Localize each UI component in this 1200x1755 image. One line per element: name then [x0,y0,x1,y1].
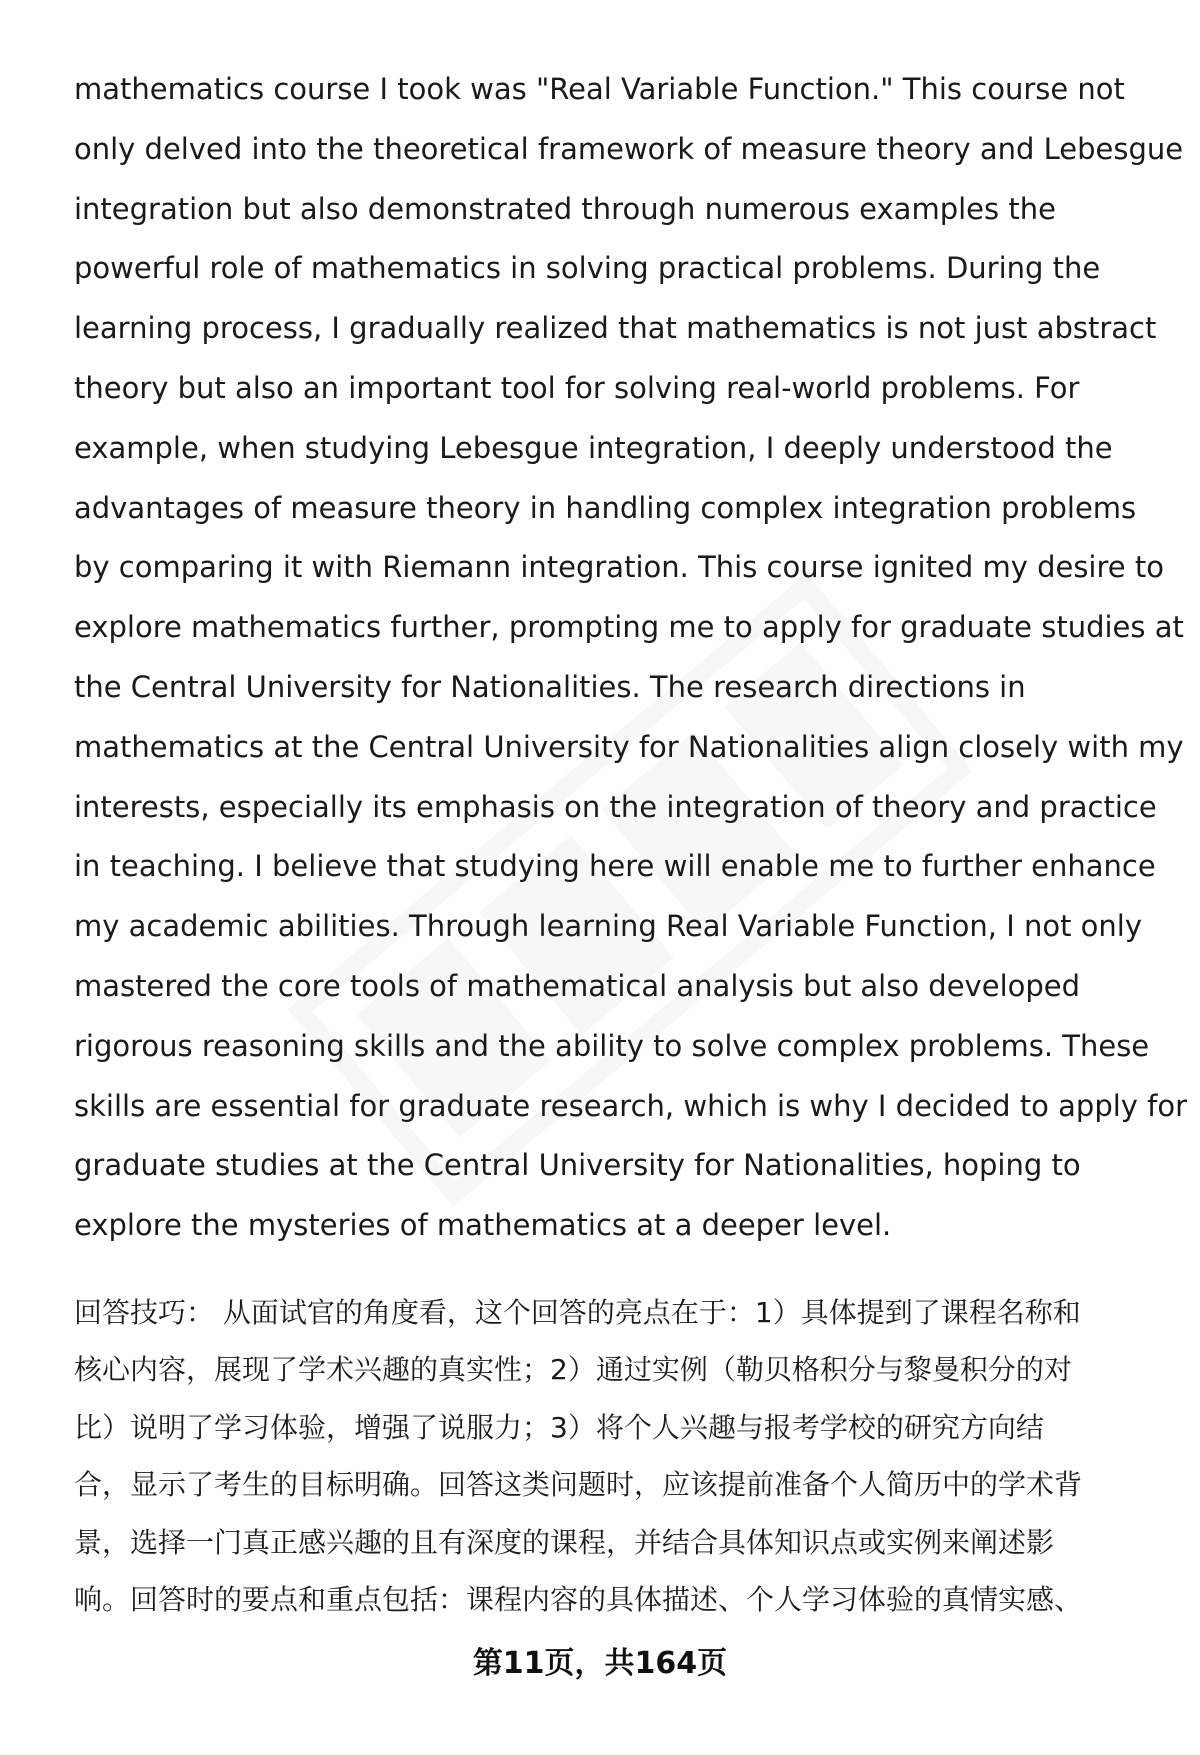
text-line: in teaching. I believe that studying here will enable me to further enhance [74,849,1156,884]
text-line: learning process, I gradually realized that mathematics is not just abstract [74,311,1157,346]
text-line: by comparing it with Riemann integration. This course ignited my desire to [74,550,1164,585]
text-line: explore mathematics further, prompting me to apply for graduate studies at [74,610,1184,645]
text-line: mathematics course I took was "Real Variable Function." This course not [74,72,1125,106]
text-line: example, when studying Lebesgue integration, I deeply understood the [74,430,1113,465]
tips-line: 合，显示了考生的目标明确。回答这类问题时，应该提前准备个人简历中的学术背 [74,1468,1083,1502]
text-line: my academic abilities. Through learning Real Variable Function, I not only [74,909,1143,944]
text-line: skills are essential for graduate research, which is why I decided to apply for [74,1088,1188,1123]
text-line: mastered the core tools of mathematical analysis but also developed [74,968,1081,1003]
tips-line: 景，选择一门真正感兴趣的且有深度的课程，并结合具体知识点或实例来阐述影 [74,1525,1055,1559]
document-page [74,60,1188,1629]
tips-line: 比）说明了学习体验，增强了说服力；3）将个人兴趣与报考学校的研究方向结 [74,1410,1044,1444]
text-line: graduate studies at the Central University for Nationalities, hoping to [74,1148,1081,1183]
essay-paragraph [74,60,1188,1256]
tips-line: 回答技巧： 从面试官的角度看，这个回答的亮点在于：1）具体提到了课程名称和 [74,1295,1081,1329]
text-line: theory but also an important tool for solving real-world problems. For [74,370,1080,405]
tips-line: 核心内容，展现了学术兴趣的真实性；2）通过实例（勒贝格积分与黎曼积分的对 [74,1353,1072,1387]
text-line: mathematics at the Central University for Nationalities align closely with my [74,729,1184,764]
text-line: powerful role of mathematics in solving practical problems. During the [74,251,1101,286]
text-line: interests, especially its emphasis on the integration of theory and practice [74,789,1157,824]
answer-tips-paragraph [74,1284,1164,1629]
text-line: rigorous reasoning skills and the ability to solve complex problems. These [74,1028,1150,1063]
tips-line: 响。回答时的要点和重点包括：课程内容的具体描述、个人学习体验的真情实感、 [74,1583,1083,1617]
text-line: only delved into the theoretical framework of measure theory and Lebesgue [74,131,1184,166]
text-line: explore the mysteries of mathematics at a deeper level. [74,1208,892,1243]
text-line: integration but also demonstrated through numerous examples the [74,191,1056,226]
text-line: the Central University for Nationalities. The research directions in [74,669,1026,704]
page-number: 第11页，共164页 [472,1646,728,1681]
text-line: advantages of measure theory in handling complex integration problems [74,490,1137,525]
